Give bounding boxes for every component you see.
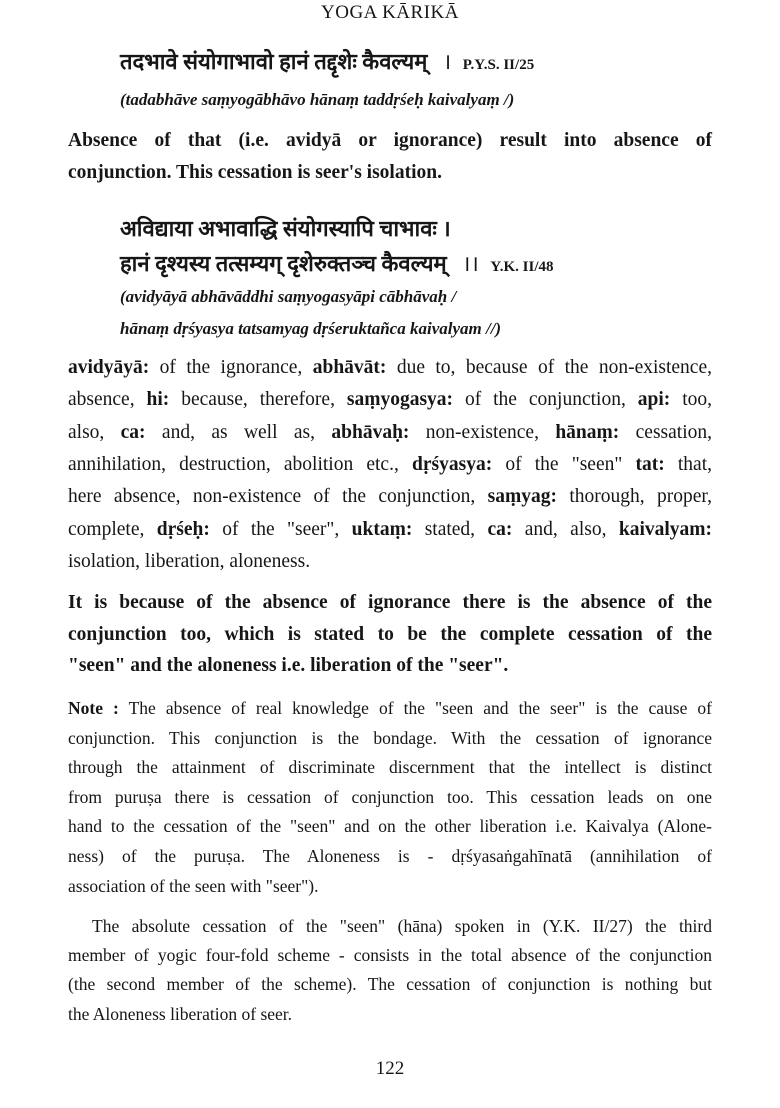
text-segment: cessation, — [619, 421, 712, 443]
term: dṛśyasya: — [412, 453, 493, 475]
running-header: YOGA KĀRIKĀ — [321, 2, 459, 23]
text-segment: The absolute cessation of the "seen" (hāna) spoken in (Y.K. II/27) the third — [92, 916, 712, 936]
text-segment: The absence of real knowledge of the "seen and the seer" is the cause of — [118, 698, 712, 718]
term: dṛśeḥ: — [156, 518, 210, 540]
text-segment: non-existence, — [409, 421, 556, 443]
page-number: 122 — [375, 1058, 405, 1079]
text-segment: from puruṣa there is cessation of conjunction too. This cessation leads on one — [68, 786, 712, 807]
sanskrit-text: तदभावे संयोगाभावो हानं तद्दृशेः कैवल्यम् — [120, 49, 428, 74]
verse-reference: P.Y.S. II/25 — [462, 57, 535, 73]
text-segment: through the attainment of discriminate discernment that the intellect is distinct — [68, 757, 712, 778]
verse-transliteration-line2: hānaṃ dṛśyasya tatsamyag dṛśeruktañca kaivalyam //) — [120, 319, 502, 338]
term: tat: — [635, 453, 665, 475]
term: kaivalyam: — [618, 518, 713, 540]
term: uktaṃ: — [351, 518, 413, 540]
text-line: conjunction. This cessation is seer's isolation. — [68, 162, 442, 183]
text-line — [68, 486, 712, 508]
term: hānaṃ: — [555, 421, 620, 443]
text-line — [68, 846, 712, 867]
sanskrit-verse-pys — [120, 46, 534, 76]
text-line — [68, 876, 712, 897]
text-segment: of the ignorance, — [149, 357, 313, 378]
text-segment: association of the seen with "seer"). — [68, 875, 319, 896]
text-segment: (the second member of the scheme). The cessation of conjunction is nothing but — [68, 974, 712, 995]
term: saṃyag: — [487, 486, 557, 508]
text-segment: isolation, liberation, aloneness. — [68, 550, 311, 572]
term: ca: — [487, 518, 513, 540]
text-line: Absence of that (i.e. avidyā or ignorance) result into absence of — [68, 130, 712, 151]
term: abhāvāt: — [312, 357, 387, 378]
text-segment: conjunction. This conjunction is the bondage. With the cessation of ignorance — [68, 727, 712, 748]
text-segment: member of yogic four-fold scheme - consists in the total absence of the conjunction — [68, 945, 712, 966]
text-segment: thorough, proper, — [556, 486, 712, 508]
term: Note : — [68, 698, 119, 718]
text-segment: annihilation, destruction, abolition etc., — [68, 453, 413, 475]
text-segment: here absence, non-existence of the conjunction, — [68, 486, 488, 508]
text-segment: hand to the cessation of the "seen" and on the other liberation i.e. Kaivalya (Alone- — [68, 816, 712, 837]
term: ca: — [120, 421, 146, 443]
term: hi: — [146, 389, 170, 411]
text-line — [68, 945, 712, 966]
sanskrit-verse-yk-line1: अविद्याया अभावाद्धि संयोगस्यापि चाभावः । — [120, 216, 451, 241]
text-line — [68, 454, 712, 476]
text-line — [68, 389, 712, 411]
text-line — [68, 698, 712, 719]
text-segment: of the conjunction, — [453, 389, 638, 411]
text-segment: because, therefore, — [169, 389, 347, 411]
text-line — [68, 422, 712, 444]
text-line — [68, 728, 712, 749]
text-segment: absence, — [68, 389, 147, 411]
sanskrit-verse-yk-line2 — [120, 248, 554, 278]
term: api: — [637, 389, 671, 411]
text-line — [68, 816, 712, 837]
text-line — [68, 357, 712, 379]
text-line — [68, 757, 712, 778]
verse-transliteration-line1: (avidyāyā abhāvāddhi saṃyogasyāpi cābhāvaḥ / — [120, 287, 457, 306]
text-segment: of the "seer", — [209, 518, 352, 540]
text-segment: ness) of the puruṣa. The Aloneness is - dṛśyasaṅgahīnatā (annihilation of — [68, 846, 712, 866]
text-line — [68, 974, 712, 995]
text-segment: complete, — [68, 518, 157, 540]
text-segment: that, — [664, 453, 712, 475]
text-segment: and, as well as, — [145, 421, 332, 443]
text-segment: also, — [68, 421, 121, 443]
text-line: conjunction too, which is stated to be the complete cessation of the — [68, 623, 712, 645]
danda: ।। — [462, 251, 479, 276]
text-segment: stated, — [412, 518, 488, 540]
text-segment: of the "seen" — [492, 453, 636, 475]
text-line — [68, 787, 712, 808]
text-segment: too, — [670, 389, 712, 411]
danda: । — [442, 49, 452, 74]
text-line — [68, 1004, 712, 1025]
term: abhāvaḥ: — [331, 421, 410, 443]
text-segment: due to, because of the non-existence, — [386, 357, 712, 378]
text-line — [68, 519, 712, 541]
text-segment: the Aloneness liberation of seer. — [68, 1003, 293, 1024]
text-line: It is because of the absence of ignorance there is the absence of the — [68, 592, 712, 613]
text-segment: and, also, — [512, 518, 619, 540]
verse-transliteration: (tadabhāve saṃyogābhāvo hānaṃ taddṛśeḥ kaivalyaṃ /) — [120, 90, 515, 109]
sanskrit-text: हानं दृश्यस्य तत्सम्यग् दृशेरुक्तञ्च कैवल्यम् — [120, 251, 447, 276]
term: avidyāyā: — [68, 357, 150, 378]
verse-reference: Y.K. II/48 — [490, 259, 554, 275]
text-line — [92, 916, 712, 937]
text-line: "seen" and the aloneness i.e. liberation of the "seer". — [68, 655, 509, 676]
text-line — [68, 551, 712, 573]
term: saṃyogasya: — [346, 389, 454, 411]
